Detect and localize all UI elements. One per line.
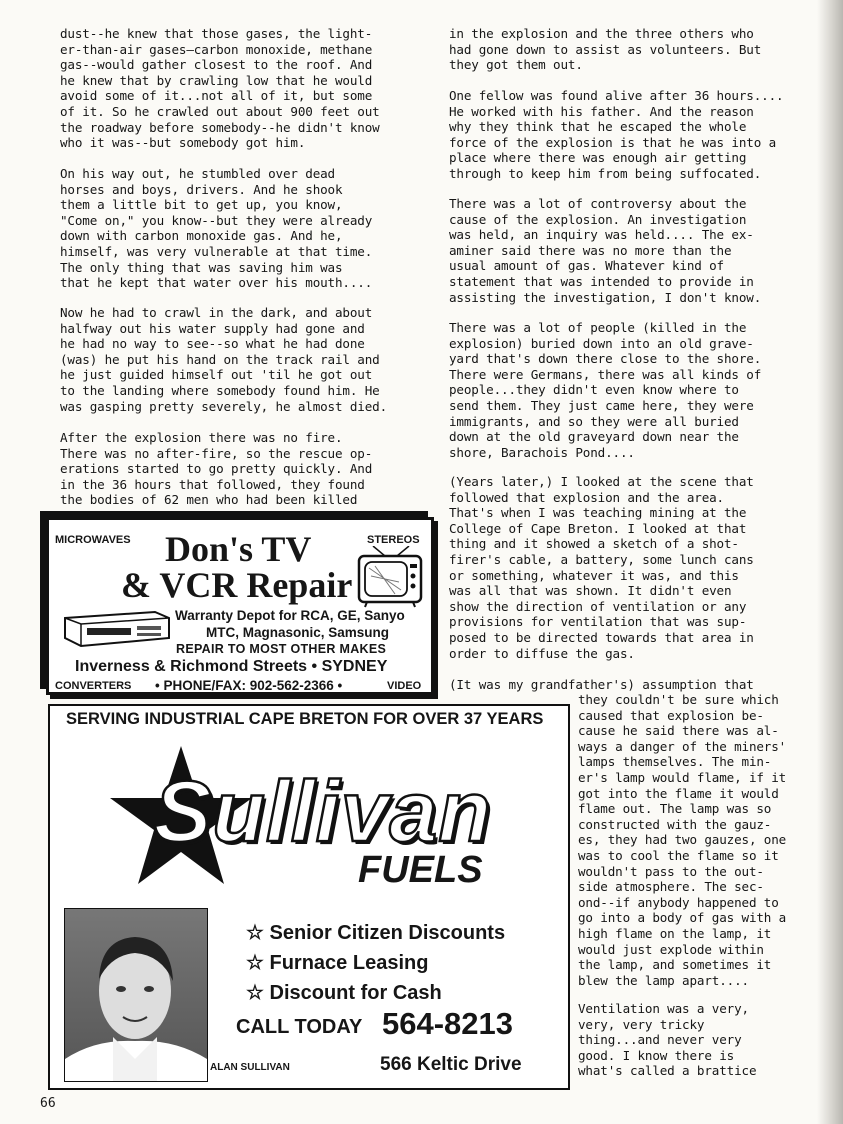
right-paragraph-5: (Years later,) I looked at the scene that followed that explosion and the area. That's when I was teaching mining at the College of Cape Breton. I looked at that thing and it showed a sketch of a shot- firer's cable, a battery, some lunch cans or something, whatever it was, and this was all that was shown. It didn't even show the direction of ventilation or any provisions for ventilation that was sup- posed to be directed towards that area in order to diffuse the gas. bbox=[449, 474, 754, 661]
feature-list bbox=[246, 918, 505, 1008]
page-edge-shadow bbox=[817, 0, 843, 1124]
sullivan-address: 566 Keltic Drive bbox=[380, 1054, 522, 1075]
feature-item: ☆ Furnace Leasing bbox=[246, 952, 429, 974]
sullivan-fuels-ad bbox=[48, 704, 570, 1090]
left-paragraph-2: On his way out, he stumbled over dead horses and boys, drivers. And he shook them a little bit to get up, you know, "Come on," you know--but they were already down with carbon monoxide gas. And he, himself, was very vulnerable at that time. The only thing that was saving him was that he kept that water over his mouth.... bbox=[60, 166, 373, 291]
left-paragraph-4: After the explosion there was no fire. There was no after-fire, so the rescue op- erations started to go pretty quickly. And in the 36 hours that followed, they found the bodies of 62 men who had been killed bbox=[60, 430, 373, 508]
repair-line: REPAIR TO MOST OTHER MAKES bbox=[176, 642, 387, 656]
owner-photo bbox=[64, 908, 208, 1082]
warranty-line1: Warranty Depot for RCA, GE, Sanyo bbox=[175, 608, 405, 623]
photo-caption: ALAN SULLIVAN bbox=[210, 1062, 290, 1073]
feature-item: ☆ Discount for Cash bbox=[246, 982, 442, 1004]
dons-tv-ad bbox=[46, 517, 434, 695]
dons-title-line1: Don's TV bbox=[165, 529, 312, 569]
call-today-label: CALL TODAY bbox=[236, 1016, 363, 1038]
star-bullet-icon: ☆ bbox=[246, 982, 270, 1004]
right-paragraph-4: There was a lot of people (killed in the explosion) buried down into an old grave- yard that's down there close to the shore. There were Germans, there was all kinds of people...they didn't even know where to send them. They just came here, they were immigrants, and so they were all buried down at the old graveyard down near the shore, Barachois Pond.... bbox=[449, 320, 762, 460]
warranty-line2: MTC, Magnasonic, Samsung bbox=[206, 625, 390, 640]
sullivan-headline: SERVING INDUSTRIAL CAPE BRETON FOR OVER 37 YEARS bbox=[66, 710, 544, 728]
right-paragraph-2: One fellow was found alive after 36 hours.... He worked with his father. And the reason why they think that he escaped the whole force of the explosion is that he was into a place where there was enough air getting through to keep him from being suffocated. bbox=[449, 88, 784, 181]
sullivan-phone: 564-8213 bbox=[382, 1006, 514, 1041]
microwaves-label: MICROWAVES bbox=[55, 534, 131, 546]
star-bullet-icon: ☆ bbox=[246, 922, 270, 944]
sullivan-brand: Sullivan bbox=[154, 764, 492, 860]
left-paragraph-3: Now he had to crawl in the dark, and about halfway out his water supply had gone and he had no way to see--so what he had done (was) he put his hand on the track rail and he just guided himself out 'til he got out to the landing where somebody found him. He was gasping pretty severely, he almost died. bbox=[60, 305, 388, 414]
right-paragraph-7: Ventilation was a very, very, very tricky thing...and never very good. I know there is what's called a brattice bbox=[578, 1001, 757, 1079]
left-paragraph-1: dust--he knew that those gases, the light- er-than-air gases—carbon monoxide, methane gas--would gather closest to the roof. And he knew that by crawling low that he would avoid some of it...not all of it, but some of it. So he crawled out about 900 feet out the roadway before somebody--he didn't know who it was--but somebody got him. bbox=[60, 26, 380, 151]
page-number: 66 bbox=[40, 1096, 56, 1111]
fuels-word: FUELS bbox=[358, 849, 483, 891]
right-paragraph-6-wrap: they couldn't be sure which caused that explosion be- cause he said there was al- ways a danger of the miners' lamps themselves. The min- er's lamp would flame, if it got into the flame it would flame out. The lamp was so constructed with the gauz- es, they had two gauzes, one was to cool the flame so it wouldn't pass to the out- side atmosphere. The sec- ond--if anybody happened to go into a body of gas with a high flame on the lamp, it would just explode within the lamp, and sometimes it blew the lamp apart.... bbox=[578, 692, 787, 988]
dons-address: Inverness & Richmond Streets • SYDNEY bbox=[75, 658, 388, 675]
stereos-label: STEREOS bbox=[367, 534, 420, 546]
right-paragraph-1: in the explosion and the three others who had gone down to assist as volunteers. But they got them out. bbox=[449, 26, 762, 73]
vcr-icon bbox=[59, 608, 173, 650]
star-bullet-icon: ☆ bbox=[246, 952, 270, 974]
dons-title-line2: & VCR Repair bbox=[121, 565, 353, 605]
converters-label: CONVERTERS bbox=[55, 680, 132, 692]
right-paragraph-6-lead: (It was my grandfather's) assumption that bbox=[449, 677, 754, 692]
video-label: VIDEO bbox=[387, 680, 422, 692]
tv-set-icon bbox=[357, 546, 427, 608]
feature-item: ☆ Senior Citizen Discounts bbox=[246, 922, 506, 944]
dons-phone: • PHONE/FAX: 902-562-2366 • bbox=[155, 678, 343, 693]
right-paragraph-3: There was a lot of controversy about the cause of the explosion. An investigation was held, an inquiry was held.... The ex- aminer said there was no more than the usual amount of gas. Whatever kind of statement that was intended to provide in assisting the investigation, I don't know. bbox=[449, 196, 762, 305]
